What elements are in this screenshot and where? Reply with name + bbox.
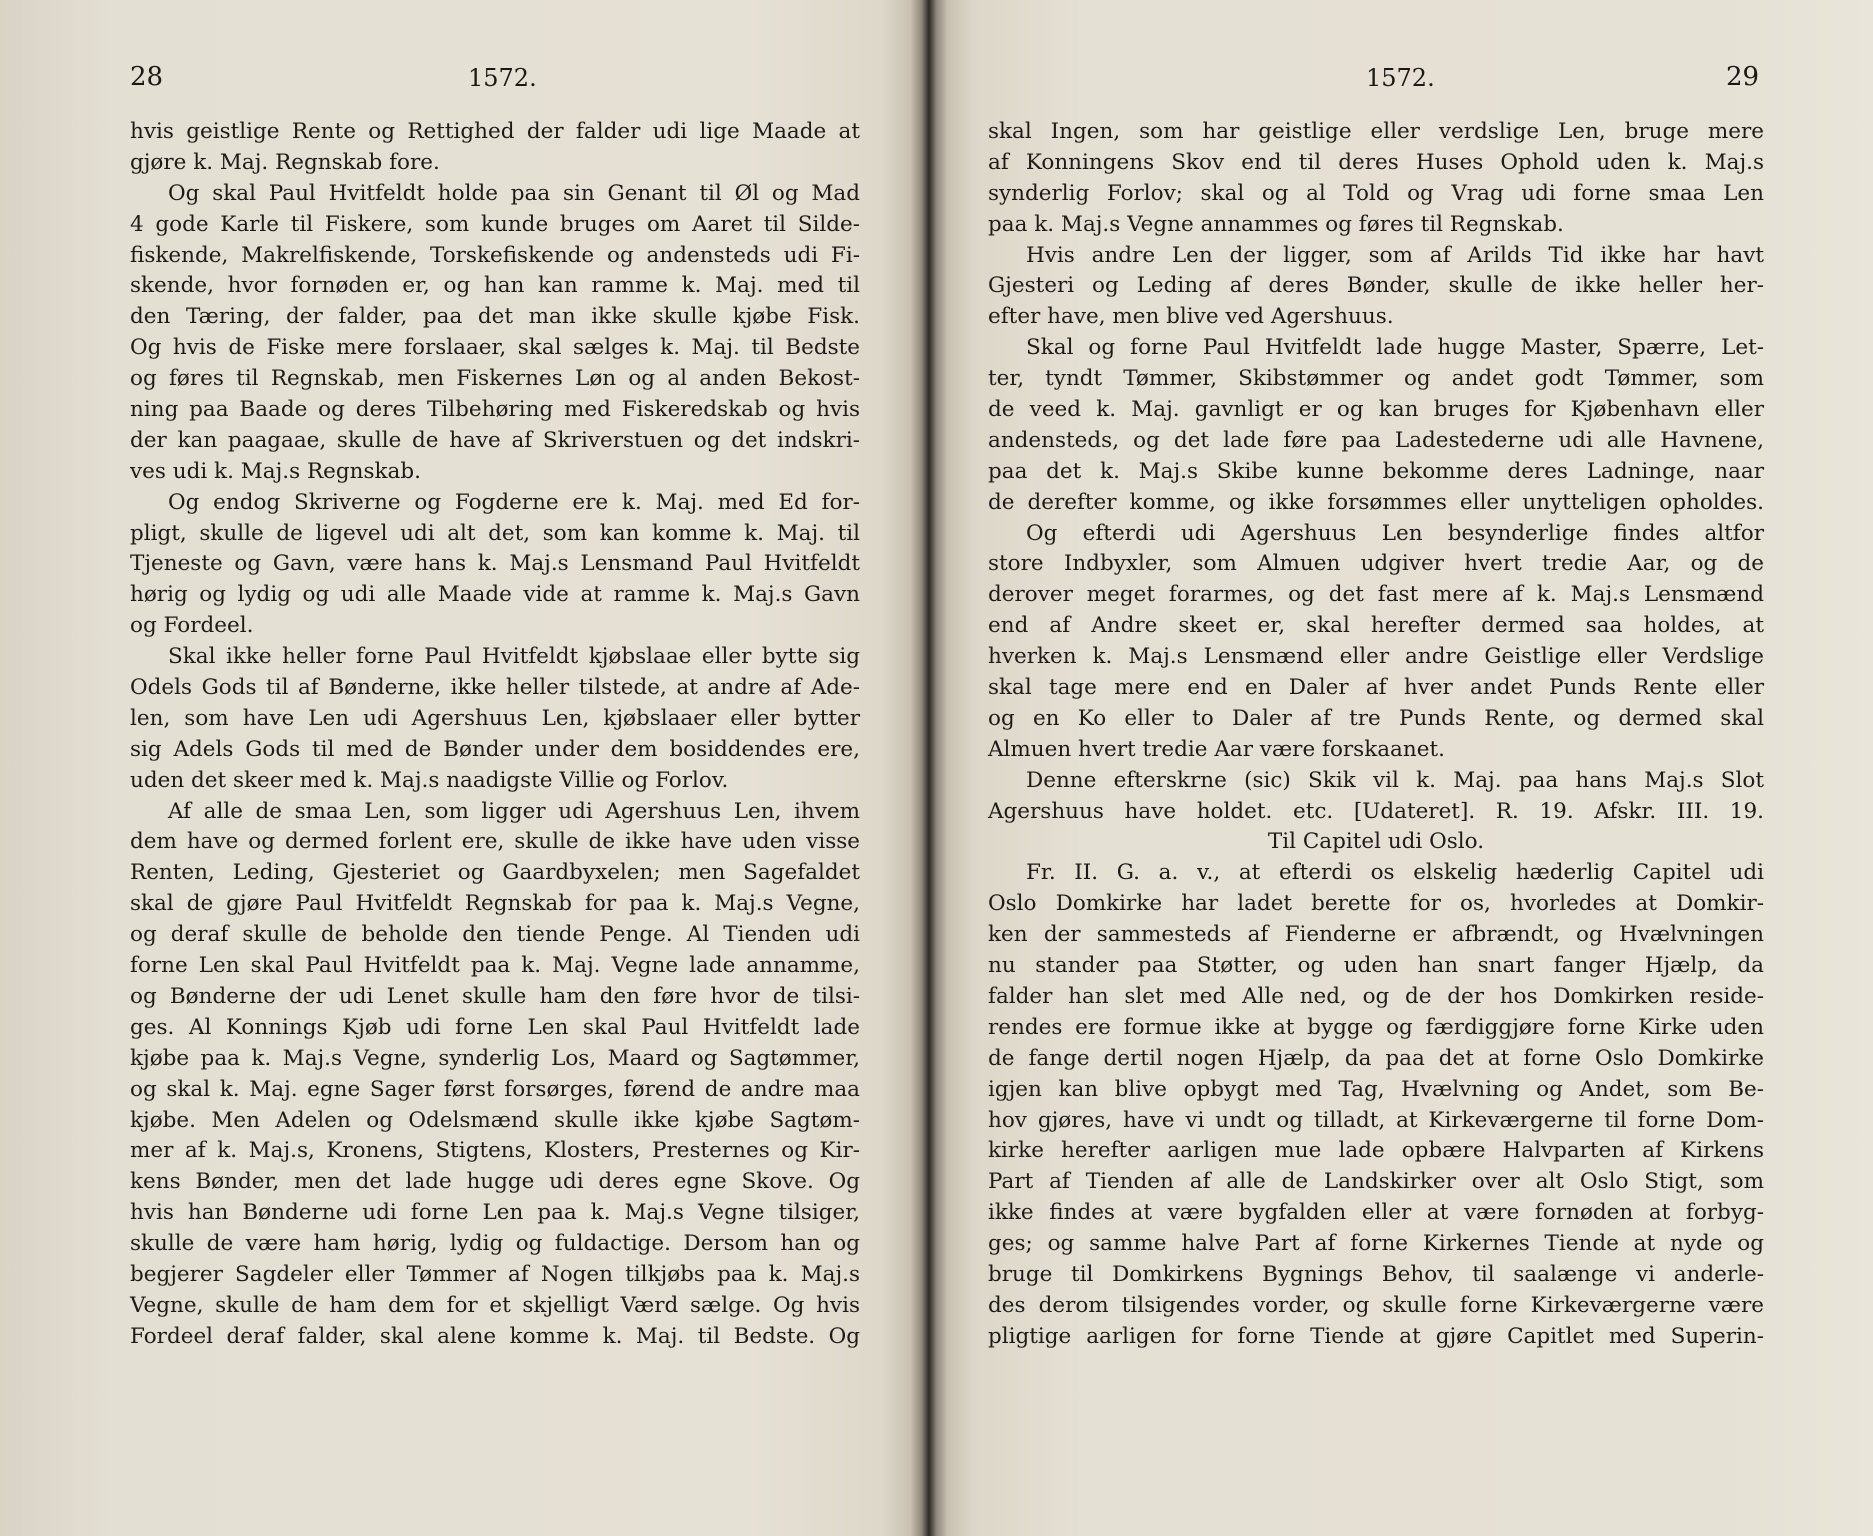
text-line: Part af Tienden af alle de Landskirker over alt Oslo Stigt, som [988,1169,1764,1195]
text-line: forne Len skal Paul Hvitfeldt paa k. Maj. Vegne lade annamme, [130,953,860,979]
right-page [940,0,1873,1536]
text-line: bruge til Domkirkens Bygnings Behov, til saalænge vi anderle- [988,1261,1764,1287]
text-line: Renten, Leding, Gjesteriet og Gaardbyxelen; men Sagefaldet [130,860,860,886]
text-line: mer af k. Maj.s, Kronens, Stigtens, Klosters, Presternes og Kir- [130,1138,860,1164]
text-line: Oslo Domkirke har ladet berette for os, hvorledes at Domkir- [988,891,1764,917]
text-line: skal tage mere end en Daler af hver andet Punds Rente eller [988,675,1764,701]
text-line: skal Ingen, som har geistlige eller verdslige Len, bruge mere [988,119,1764,144]
text-line: andensteds, og det lade føre paa Ladestederne udi alle Havnene, [988,427,1764,453]
left-page [0,0,900,1536]
text-line: og deraf skulle de beholde den tiende Penge. Al Tienden udi [130,922,860,948]
text-line: Skal ikke heller forne Paul Hvitfeldt kjøbslaae eller bytte sig [168,644,860,670]
left-page-header [130,62,870,102]
text-line: kjøbe paa k. Maj.s Vegne, synderlig Los, Maard og Sagtømmer, [130,1045,860,1071]
text-line: Fr. II. G. a. v., at efterdi os elskelig hæderlig Capitel udi [1026,860,1764,886]
text-line: Og hvis de Fiske mere forslaaer, skal sælges k. Maj. til Bedste [130,335,860,361]
text-line: ter, tyndt Tømmer, Skibstømmer og andet godt Tømmer, som [988,366,1764,392]
text-line: pligtige aarligen for forne Tiende at gjøre Capitlet med Superin- [988,1323,1764,1349]
text-line: paa k. Maj.s Vegne annammes og føres til Regnskab. [988,211,1564,237]
left-page-body [130,117,860,1353]
text-line: og føres til Regnskab, men Fiskernes Løn og al anden Bekost- [130,366,860,392]
text-line: Almuen hvert tredie Aar være forskaanet. [988,736,1445,762]
text-line: ikke findes at være bygfalden eller at være fornøden at forbyg- [988,1200,1764,1226]
text-line: ges; og samme halve Part af forne Kirkernes Tiende at nyde og [988,1231,1764,1257]
text-line: Gjesteri og Leding af deres Bønder, skulle de ikke heller her- [988,273,1764,299]
text-line: og Fordeel. [130,613,254,639]
text-line: skende, hvor fornøden er, og han kan ramme k. Maj. med til [130,273,860,299]
text-line: skulle de være ham hørig, lydig og fuldactige. Dersom han og [130,1231,860,1257]
text-line: de fange dertil nogen Hjælp, da paa det at forne Oslo Domkirke [988,1045,1764,1071]
text-line: der kan paagaae, skulle de have af Skriverstuen og det indskri- [130,427,860,453]
text-line: ning paa Baade og deres Tilbehøring med Fiskeredskab og hvis [130,397,860,423]
text-line: pligt, skulle de ligevel udi alt det, som kan komme k. Maj. til [130,520,860,546]
right-page-year: 1572. [1366,64,1435,92]
text-line: Tjeneste og Gavn, være hans k. Maj.s Lensmand Paul Hvitfeldt [130,551,860,577]
text-line: uden det skeer med k. Maj.s naadigste Villie og Forlov. [130,767,729,793]
text-line: Fordeel deraf falder, skal alene komme k. Maj. til Bedste. Og [130,1323,860,1349]
text-line: kjøbe. Men Adelen og Odelsmænd skulle ikke kjøbe Sagtøm- [130,1107,860,1133]
text-line: begjerer Sagdeler eller Tømmer af Nogen tilkjøbs paa k. Maj.s [130,1261,860,1287]
text-line: ken der sammesteds af Fienderne er afbrændt, og Hvælvningen [988,922,1764,948]
text-line: af Konningens Skov end til deres Huses Ophold uden k. Maj.s [988,149,1764,175]
left-page-number: 28 [130,62,164,92]
text-line: Til Capitel udi Oslo. [1267,829,1485,855]
text-line: 4 gode Karle til Fiskere, som kunde bruges om Aaret til Silde- [130,211,860,237]
text-line: Og efterdi udi Agershuus Len besynderlige findes altfor [1026,520,1764,546]
left-page-year: 1572. [468,64,537,92]
text-line: Af alle de smaa Len, som ligger udi Agershuus Len, ihvem [168,798,860,824]
text-line: og en Ko eller to Daler af tre Punds Rente, og dermed skal [988,705,1764,731]
text-line: hverken k. Maj.s Lensmænd eller andre Geistlige eller Verdslige [988,644,1764,670]
text-line: efter have, men blive ved Agershuus. [988,304,1394,330]
text-line: Denne efterskrne (sic) Skik vil k. Maj. paa hans Maj.s Slot [1026,767,1764,793]
text-line: end af Andre skeet er, skal herefter dermed saa holdes, at [988,613,1764,639]
text-line: ges. Al Konnings Kjøb udi forne Len skal Paul Hvitfeldt lade [130,1014,860,1040]
text-line: hvis han Bønderne udi forne Len paa k. Maj.s Vegne tilsiger, [130,1200,860,1226]
text-line: nu stander paa Støtter, og uden han snart fanger Hjælp, da [988,953,1764,979]
text-line: des derom tilsigendes vorder, og skulle forne Kirkeværgerne være [988,1292,1764,1318]
text-line: hov gjøres, have vi undt og tilladt, at Kirkeværgerne til forne Dom- [988,1107,1764,1133]
text-line: Agershuus have holdet. etc. [Udateret]. R. 19. Afskr. III. 19. [988,798,1764,824]
text-line: og Bønderne der udi Lenet skulle ham den føre hvor de tilsi- [130,983,860,1009]
text-line: den Tæring, der falder, paa det man ikke skulle kjøbe Fisk. [130,304,860,330]
right-page-body [988,117,1764,1353]
right-page-number: 29 [1726,62,1760,92]
text-line: hvis geistlige Rente og Rettighed der falder udi lige Maade at [130,119,860,144]
text-line: synderlig Forlov; skal og al Told og Vrag udi forne smaa Len [988,180,1764,206]
text-line: skal de gjøre Paul Hvitfeldt Regnskab for paa k. Maj.s Vegne, [130,891,860,917]
text-line: paa det k. Maj.s Skibe kunne bekomme deres Ladninge, naar [988,458,1764,484]
text-line: fiskende, Makrelfiskende, Torskefiskende og andensteds udi Fi- [130,242,860,268]
text-line: igjen kan blive opbygt med Tag, Hvælvning og Andet, som Be- [988,1076,1764,1102]
text-line: og skal k. Maj. egne Sager først forsørges, førend de andre maa [130,1076,860,1102]
text-line: hørig og lydig og udi alle Maade vide at ramme k. Maj.s Gavn [130,582,860,608]
text-line: Og skal Paul Hvitfeldt holde paa sin Genant til Øl og Mad [168,180,860,206]
text-line: Hvis andre Len der ligger, som af Arilds Tid ikke har havt [1026,242,1764,268]
text-line: len, som have Len udi Agershuus Len, kjøbslaaer eller bytter [130,705,860,731]
text-line: ves udi k. Maj.s Regnskab. [130,458,421,484]
text-line: de veed k. Maj. gavnligt er og kan bruges for Kjøbenhavn eller [988,397,1764,423]
text-line: Odels Gods til af Bønderne, ikke heller tilstede, at andre af Ade- [130,675,860,701]
text-line: derover meget forarmes, og det fast mere af k. Maj.s Lensmænd [988,582,1764,608]
text-line: dem have og dermed forlent ere, skulle de ikke have uden visse [130,829,860,855]
right-page-header [988,62,1768,102]
text-line: store Indbyxler, som Almuen udgiver hvert tredie Aar, og de [988,551,1764,577]
text-line: gjøre k. Maj. Regnskab fore. [130,149,440,175]
text-line: falder han slet med Alle ned, og de der hos Domkirken reside- [988,983,1764,1009]
text-line: Vegne, skulle de ham dem for et skjelligt Værd sælge. Og hvis [130,1292,860,1318]
text-line: rendes ere formue ikke at bygge og færdiggjøre forne Kirke uden [988,1014,1764,1040]
text-line: Og endog Skriverne og Fogderne ere k. Maj. med Ed for- [168,489,860,515]
text-line: Skal og forne Paul Hvitfeldt lade hugge Master, Spærre, Let- [1026,335,1764,361]
text-line: de derefter komme, og ikke forsømmes eller unytteligen opholdes. [988,489,1764,515]
text-line: kens Bønder, men det lade hugge udi deres egne Skove. Og [130,1169,860,1195]
text-line: kirke herefter aarligen mue lade opbære Halvparten af Kirkens [988,1138,1764,1164]
text-line: sig Adels Gods til med de Bønder under dem bosiddendes ere, [130,736,860,762]
